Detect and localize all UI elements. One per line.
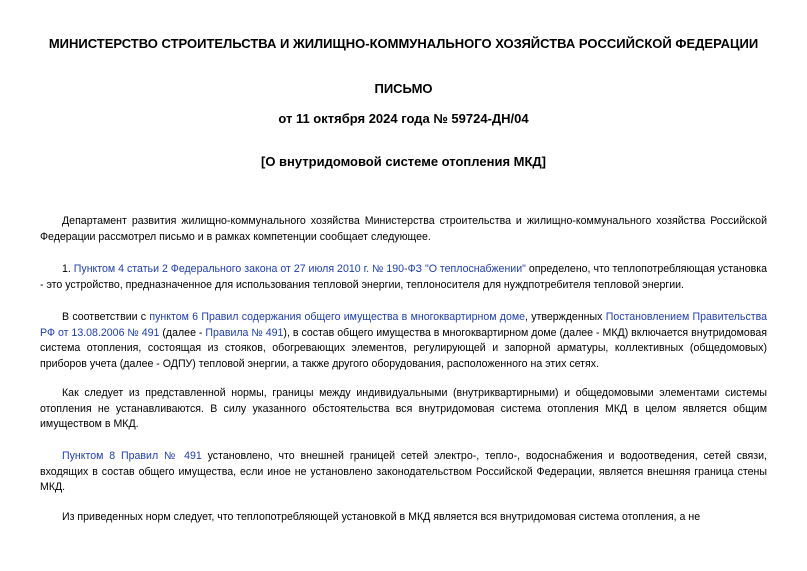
paragraph-text: ), в состав общего имущества в многоквартирном доме (далее - МКД) включается внутридомовая система отопления, состоящая из стояков, обогревающих элементов, регулирующей и запорной арматуры, коллективных (общедомовых) приборов учета (далее - ОДПУ) тепловой энергии, а также другого оборудования, расположенного на этих сетях. xyxy=(40,326,767,370)
link-rules-item-6[interactable]: пунктом 6 Правил содержания общего имущества в многоквартирном доме xyxy=(149,311,526,323)
link-government-decree-491[interactable]: Постановлением Правительства РФ от 13.08.2006 № 491 xyxy=(40,311,768,339)
paragraph-text: установлено, что внешней границей сетей электро-, тепло-, водоснабжения и водоотведения, сетей связи, входящих в состав общего имущества, если иное не установлено законодательством Российской Федерации, является внешняя граница стены МКД. xyxy=(40,450,767,493)
paragraph-text: определено, что теплопотребляющая установка - это устройство, предназначенное для использования тепловой энергии, теплоносителя для нуждпотребителя тепловой энергии. xyxy=(40,263,767,291)
paragraph-number: 1. xyxy=(62,263,74,275)
paragraph-text: В соответствии с xyxy=(62,311,150,323)
ministry-heading: МИНИСТЕРСТВО СТРОИТЕЛЬСТВА И ЖИЛИЩНО-КОММУНАЛЬНОГО ХОЗЯЙСТВА РОССИЙСКОЙ ФЕДЕРАЦИИ xyxy=(48,36,759,51)
link-rules-491[interactable]: Правила № 491 xyxy=(205,326,284,339)
paragraph-text: , утвержденных xyxy=(525,311,606,323)
document-date-number: от 11 октября 2024 года № 59724-ДН/04 xyxy=(278,111,529,126)
document-subject: [О внутридомовой системе отопления МКД] xyxy=(260,154,546,169)
paragraph-text: (далее - xyxy=(159,326,206,339)
paragraph-5: Из приведенных норм следует, что теплопотребляющей установкой в МКД является вся внутридомовая система отопления, а не xyxy=(62,511,701,523)
paragraph-4 xyxy=(40,449,767,496)
paragraph-2 xyxy=(40,310,767,372)
paragraph-intro: Департамент развития жилищно-коммунального хозяйства Министерства строительства и жилищно-коммунального хозяйства Российской Федерации рассмотрел письмо и в рамках компетенции сообщает следующее. xyxy=(40,215,767,243)
paragraph-3: Как следует из представленной нормы, границы между индивидуальными (внутриквартирными) и общедомовыми элементами системы отопления не устанавливаются. В силу указанного обстоятельства вся внутридомовая система отопления МКД в целом является общим имуществом в МКД. xyxy=(40,387,767,430)
link-rules-491-item-8[interactable]: Пунктом 8 Правил № 491 xyxy=(62,450,202,462)
law-link-190fz[interactable]: Пунктом 4 статьи 2 Федерального закона от 27 июля 2010 г. № 190-ФЗ "О теплоснабжении" xyxy=(73,263,526,275)
paragraph-1 xyxy=(40,262,767,293)
document-type: ПИСЬМО xyxy=(374,81,433,96)
